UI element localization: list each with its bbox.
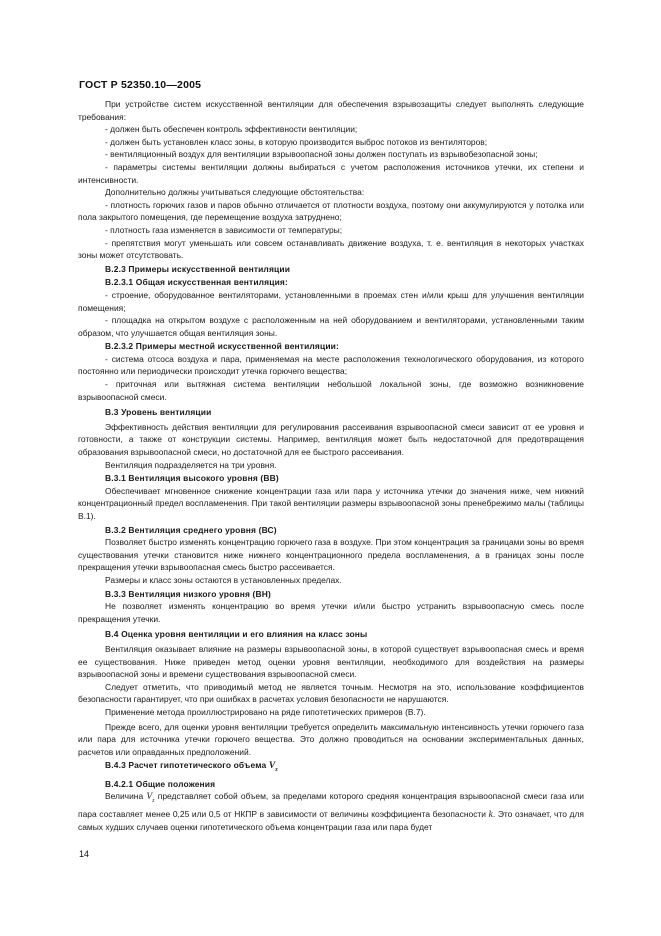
variable-k: k (488, 809, 493, 820)
variable-symbol: V (146, 792, 153, 803)
document-header: ГОСТ Р 52350.10—2005 (79, 79, 202, 91)
paragraph: Позволяет быстро изменять концентрацию горючего газа в воздухе. При этом концентрация за границами зоны во время существования утечки становится ниже нижнего концентрационного предела воспламенения, а в границах зоны после прекращения утечки взрывоопасная смесь быстро рассеивается. (78, 537, 584, 573)
variable-symbol: V (268, 761, 276, 772)
variable-vz (268, 761, 278, 774)
section-heading-b33: В.3.3 Вентиляция низкого уровня (ВН) (105, 588, 271, 599)
variable-vz (146, 792, 155, 805)
list-item: - плотность газа изменяется в зависимости от температуры; (105, 224, 343, 235)
paragraph: Эффективность действия вентиляции для регулирования рассеивания взрывоопасной смеси зависит от ее уровня и готовности, а также от конструкции системы. Например, вентиляция может быть недостаточной для предотвращения образования взрывоопасной смеси, но достаточной для ее быстрого рассеивания. (78, 421, 584, 458)
section-heading-b23: В.2.3 Примеры искусственной вентиляции (105, 263, 291, 274)
list-item: - должен быть обеспечен контроль эффективности вентиляции; (105, 124, 358, 135)
list-item: - приточная или вытяжная система вентиляции небольшой локальной зоны, где возможно возникновение взрывоопасной смеси. (78, 379, 584, 402)
paragraph (78, 790, 584, 834)
paragraph: Не позволяет изменять концентрацию во время утечки и/или быстро устранить взрывоопасную смесь после прекращения утечки. (78, 601, 584, 624)
list-item: - должен быть установлен класс зоны, в которую производится выброс потоков из вентиляторов; (105, 136, 488, 147)
paragraph: Вентиляция подразделяется на три уровня. (105, 459, 277, 470)
heading-text: В.4.3 Расчет гипотетического объема (105, 760, 267, 771)
list-item: - параметры системы вентиляции должны выбираться с учетом расположения источников утечки, их степени и интенсивности. (78, 161, 584, 185)
list-item: - плотность горючих газов и паров обычно отличается от плотности воздуха, поэтому они аккумулируются у потолка или пола закрытого помещения, где перемещение воздуха затруднено; (78, 199, 584, 223)
section-heading-b31: В.3.1 Вентиляция высокого уровня (ВВ) (105, 473, 279, 484)
paragraph: Применение метода проиллюстрировано на ряде гипотетических примеров (В.7). (105, 706, 426, 717)
section-heading-b421: В.4.2.1 Общие положения (105, 778, 216, 789)
list-item: - площадка на открытом воздухе с расположенным на ней оборудованием и вентиляторами, установленными таким образом, что улучшается общая вентиляция зоны. (78, 315, 584, 338)
paragraph: Размеры и класс зоны остаются в установленных пределах. (105, 574, 342, 585)
paragraph: Прежде всего, для оценки уровня вентиляции требуется определить максимальную интенсивность утечки горючего газа или пара для источника утечки горючего вещества. Это должно проводиться на основании экспериментальных данных, расчетов или оправданных предположений. (78, 721, 584, 757)
section-heading-b3: В.3 Уровень вентиляции (105, 407, 212, 418)
text-run: . Это означает, что для самых худших случаев оценки гипотетического объема концентрации газа или пара будет (78, 808, 584, 833)
paragraph: Обеспечивает мгновенное снижение концентрации газа или пара у источника утечки до значения ниже, чем нижний концентрационный предел воспламенения. При такой вентиляции размеры взрывоопасной зоны пренебрежимо малы (таблицы В.1). (78, 485, 584, 521)
section-heading-b32: В.3.2 Вентиляция среднего уровня (ВС) (105, 524, 277, 535)
variable-subscript: z (275, 767, 278, 774)
list-item: - система отсоса воздуха и пара, применяемая на месте расположения технологического оборудования, из которого постоянно или периодически происходит утечка горючего вещества; (78, 353, 584, 377)
document-body (78, 98, 584, 834)
paragraph: При устройстве систем искусственной вентиляции для обеспечения взрывозащиты следует выполнять следующие требования: (78, 99, 584, 122)
variable-subscript: z (152, 798, 155, 805)
paragraph: Следует отметить, что приводимый метод не является точным. Несмотря на это, использование коэффициентов безопасности гарантирует, что при ошибках в расчетах условия безопасности не нарушаются. (78, 681, 584, 705)
paragraph: Дополнительно должны учитываться следующие обстоятельства: (105, 187, 365, 198)
section-heading-b4: В.4 Оценка уровня вентиляции и его влияния на класс зоны (105, 629, 368, 640)
page-number: 14 (79, 849, 90, 859)
text-run: представляет собой объем, за пределами которого средняя концентрация взрывоопасной смеси газа или пара составляет менее 0,25 или 0,5 от НКПР в зависимости от величины коэффициента безопасности (78, 791, 584, 819)
list-item: - препятствия могут уменьшать или совсем останавливать движение воздуха, т. е. вентиляция в некоторых участках зоны может отсутствовать. (78, 237, 584, 261)
section-heading-b43 (78, 759, 584, 776)
text-run: Величина (105, 791, 144, 802)
section-heading-b232: В.2.3.2 Примеры местной искусственной вентиляции: (105, 341, 339, 352)
list-item: - строение, оборудованное вентиляторами, установленными в проемах стен и/или крыш для улучшения вентиляции помещения; (78, 289, 584, 313)
list-item: - вентиляционный воздух для вентиляции взрывоопасной зоны должен поступать из взрывобезопасной зоны; (105, 149, 538, 160)
section-heading-b231: В.2.3.1 Общая искусственная вентиляция: (105, 277, 288, 288)
paragraph: Вентиляция оказывает влияние на размеры взрывоопасной зоны, в которой существует взрывоопасная смесь и время ее существования. Ниже приведен метод оценки уровня вентиляции, необходимого для воздействия на размеры взрывоопасной зоны и времени существования взрывоопасной смеси. (78, 643, 584, 680)
